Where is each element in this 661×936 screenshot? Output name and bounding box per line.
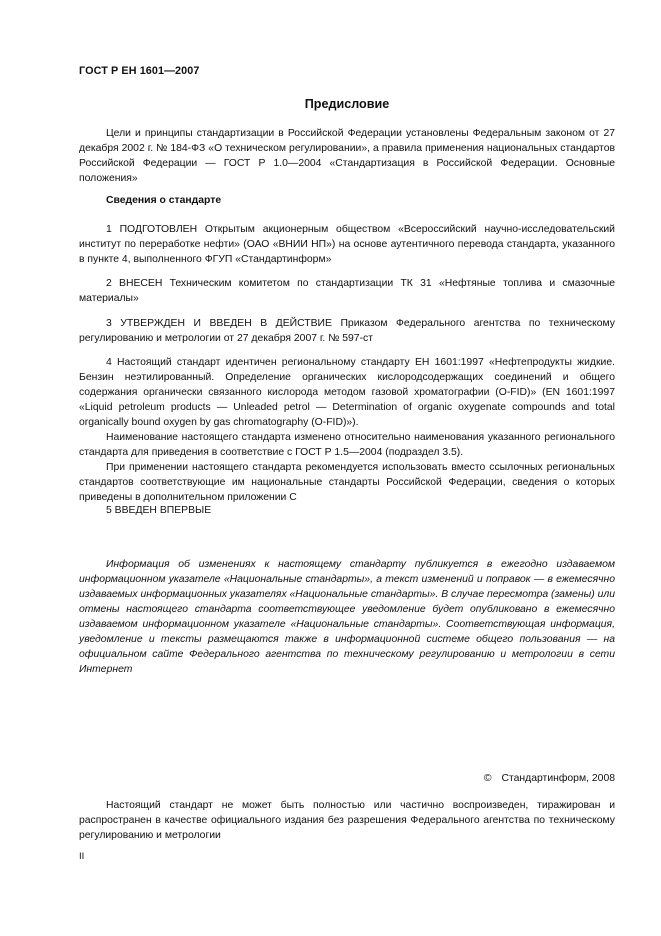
document-id: ГОСТ Р ЕН 1601—2007 xyxy=(79,65,200,77)
notice-text: Информация об изменениях к настоящему стандарту публикуется в ежегодно издаваемом информационном указателе «Национальные стандарты», а текст изменений и поправок — в ежемесячно издаваемых информационных указателях «Национальные стандарты». В случае пересмотра (замены) или отмены настоящего стандарта соответствующее уведомление будет опубликовано в ежемесячно издаваемом информационном указателе «Национальные стандарты». Соответствующая информация, уведомление и тексты размещаются также в информационной системе общего пользования — на официальном сайте Федерального агентства по техническому регулированию и метрологии в сети Интернет xyxy=(79,559,615,675)
notice-block xyxy=(79,557,615,677)
item-4-block xyxy=(79,355,615,505)
copyright-text: Стандартинформ, 2008 xyxy=(501,773,615,784)
item-1-block xyxy=(79,222,615,267)
item-4-paragraph-2: Наименование настоящего стандарта изменено относительно наименования указанного регионального стандарта для приведения в соответствие с ГОСТ Р 1.5—2004 (подраздел 3.5). xyxy=(79,432,615,458)
reproduction-notice: Настоящий стандарт не может быть полностью или частично воспроизведен, тиражирован и распространен в качестве официального издания без разрешения Федерального агентства по техническому регулированию и метрологии xyxy=(79,800,615,841)
section-title: Сведения о стандарте xyxy=(106,195,222,206)
item-3-block xyxy=(79,316,615,346)
preface-title: Предисловие xyxy=(304,97,390,111)
page-number: II xyxy=(79,851,85,862)
item-2-text: 2 ВНЕСЕН Техническим комитетом по стандартизации ТК 31 «Нефтяные топлива и смазочные материалы» xyxy=(79,278,615,304)
document-page xyxy=(79,0,615,936)
item-5-text: 5 ВВЕДЕН ВПЕРВЫЕ xyxy=(106,505,212,516)
copyright-symbol: © xyxy=(483,773,492,784)
item-3-text: 3 УТВЕРЖДЕН И ВВЕДЕН В ДЕЙСТВИЕ Приказом Федерального агентства по техническому регулированию и метрологии от 27 декабря 2007 г. № 597-ст xyxy=(79,318,615,344)
copyright-line xyxy=(484,771,615,786)
item-4-paragraph-1: 4 Настоящий стандарт идентичен региональному стандарту ЕН 1601:1997 «Нефтепродукты жидкие. Бензин неэтилированный. Определение органических кислородсодержащих соединений и общего содержания органически связанного кислорода методом газовой хроматографии (O-FID)» (EN 1601:1997 «Liquid petroleum products — Unleaded petrol — Determination of organic oxygenate compounds and total organically bound oxygen by gas chromatography (O-FID)»). xyxy=(79,357,615,428)
preface-intro-block xyxy=(79,126,615,186)
reproduction-block xyxy=(79,798,615,843)
item-5-block xyxy=(79,503,615,518)
item-1-text: 1 ПОДГОТОВЛЕН Открытым акционерным обществом «Всероссийский научно-исследовательский институт по переработке нефти» (ОАО «ВНИИ НП») на основе аутентичного перевода стандарта, указанного в пункте 4, выполненного ФГУП «Стандартинформ» xyxy=(79,224,615,265)
item-4-paragraph-3: При применении настоящего стандарта рекомендуется использовать вместо ссылочных региональных стандартов соответствующие им национальные стандарты Российской Федерации, сведения о которых приведены в дополнительном приложении С xyxy=(79,462,615,503)
preface-intro: Цели и принципы стандартизации в Российской Федерации установлены Федеральным законом от 27 декабря 2002 г. № 184-ФЗ «О техническом регулировании», а правила применения национальных стандартов Российской Федерации — ГОСТ Р 1.0—2004 «Стандартизация в Российской Федерации. Основные положения» xyxy=(79,128,615,184)
item-2-block xyxy=(79,276,615,306)
